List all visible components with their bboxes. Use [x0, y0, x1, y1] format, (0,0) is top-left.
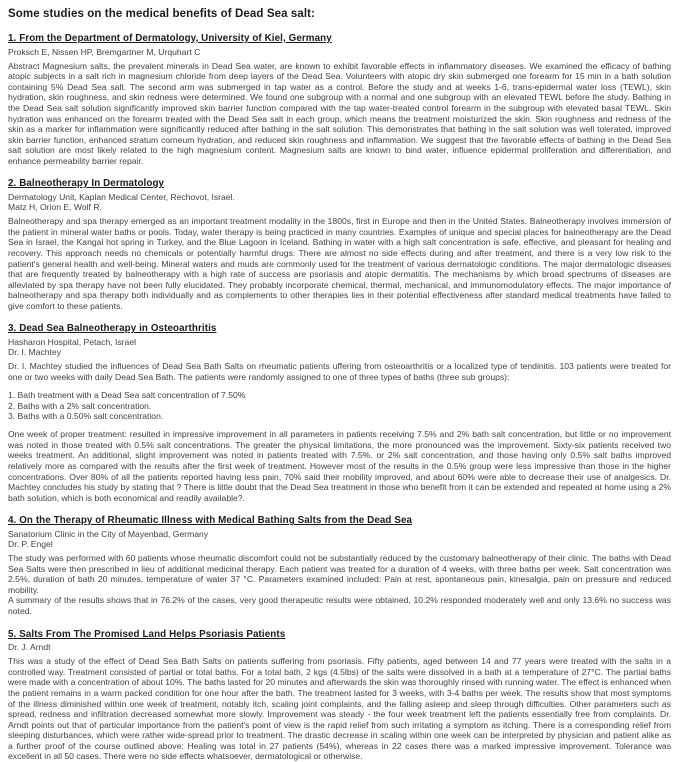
section-1-abstract: Abstract Magnesium salts, the prevalent minerals in Dead Sea water, are known to exhibit favorable effects in inflammatory diseases. We examined the efficacy of bathing atopic subjects in a salt rich in magnesium chloride from deep layers of the Dead Sea. Volunteers with atopic dry skin submerged one forearm for 15 min in a bath solution containing 5% Dead Sea salt. The second arm was submerged in tap water as a control. Before the study and at weeks 1-6, trans-epidermal water loss (TEWL), skin hydration, skin roughness, and skin redness were determined. We found one subgroup with a normal and one subgroup with an elevated TEWL before the study. Bathing in the Dead Sea salt solution significantly improved skin barrier function compared with the tap water-treated control forearm in the subgroup with elevated basal TEWL. Skin hydration was enhanced on the forearm treated with the Dead Sea salt in each group, which means the treatment moisturized the skin. Skin roughness and redness of the skin as a marker for inflammation were significantly reduced after bathing in the salt solution. This demonstrates that bathing in the salt solution was well tolerated, improved skin barrier function, enhanced stratum corneum hydration, and reduced skin roughness and inflammation. We suggest that the favorable effects of bathing in the Dead Sea salt solution are most likely related to the high magnesium content. Magnesium salts are known to bind water, influence epidermal proliferation and differentiation, and enhance permeability barrier repair. [8, 60, 671, 166]
section-4-summary: A summary of the results shows that in 76.2% of the cases, very good therapeutic results were obtained, 10.2% responded moderately well and only 13.6% no success was noted. [8, 595, 671, 617]
section-3-authors: Dr. I. Machtey [8, 347, 62, 358]
section-3-results: One week of proper treatment: resulted in impressive improvement in all parameters in patients receiving 7.5% and 2% bath salt concentration, but little or no improvement was noted in those treated with 0.5% salt concentrations. The greater the physical limitations, the more pronounced was the improvement. Sixty-six patients received two weeks treatment. An additional, slight improvement was noted in patients treated with 7.5%. or 2% salt concentration, and those having only 0.5% salt baths improved relatively more as compared with the results after the first week of treatment. However most of the results in the 0.5% group were less impressive than those in the higher concentrations. Over 80% of all the patients reported having less pain, 70% said their mobility improved, and about 60% were able to decrease their use of analgesics. Dr. Machtey concludes his study by stating that ? There is little doubt that the Dead Sea treatment in those who benefit from it can be extended and repeated at home using a 2% bath solution, which is both economical and readily available?. [8, 429, 671, 503]
page-title: Some studies on the medical benefits of Dead Sea salt: [8, 8, 316, 20]
section-2-heading: 2. Balneotherapy In Dermatology [8, 178, 165, 190]
section-1-heading: 1. From the Department of Dermatology, University of Kiel, Germany [8, 33, 332, 44]
section-2-abstract: Balneotherapy and spa therapy emerged as an important treatment modality in the 1800s, first in Europe and then in the United States. Balneotherapy involves immersion of the patient in mineral water baths or pools. Today, water therapy is being practiced in many countries. Examples of unique and special places for balneotherapy are the Dead Sea in Israel, the Kangal hot spring in Turkey, and the Blue Lagoon in Iceland. Bathing in water with a high salt concentration is safe, effective, and pleasant for healing and recovery. This approach needs no chemicals or potentially harmful drugs. There are almost no side effects during and after treatment, and there is a very low risk to the patient's general health and well-being. Mineral waters and muds are commonly used for the treatment of various dermatologic conditions. The major dermatologic diseases that are frequently treated by balneotherapy with a high rate of success are psoriasis and atopic dermatitis. The mechanisms by which broad spectrums of diseases are alleviated by spa therapy have not been fully elucidated. They probably incorporate chemical, thermal, mechanical, and immunomodulatory effects. The major importance of balneotherapy and spa therapy both individually and as complements to other therapies lies in their potential effectiveness after standard medical treatments have failed to give comfort to these patients. [8, 216, 671, 311]
section-3-intro: Dr. I. Machtey studied the influences of Dead Sea Bath Salts on rheumatic patients uffering from osteoarthritis or a localized type of tendinitis. 103 patients were treated for one or two weeks with daily Dead Sea Bath. The patients were randomly assigned to one of three types of baths (three sub groups): [8, 361, 671, 382]
section-4-authors: Dr. P. Engel [8, 538, 53, 549]
section-5-authors: Dr. J. Arndt [8, 642, 51, 653]
section-balneotherapy-dermatology [8, 178, 671, 311]
section-2-affiliation: Dermatology Unit, Kaplan Medical Center, Rechovot, Israel. [8, 191, 235, 202]
bath-type-item: 1. Bath treatment with a Dead Sea salt concentration of 7.50% [8, 390, 246, 401]
section-psoriasis [8, 629, 671, 762]
bath-types-list [8, 390, 671, 421]
section-3-heading: 3. Dead Sea Balneotherapy in Osteoarthritis [8, 323, 217, 335]
section-osteoarthritis [8, 323, 671, 503]
section-4-affiliation: Sanatorium Clinic in the City of Mayenbad, Germany [8, 528, 209, 539]
bath-type-item: 3. Baths with a 0.50% salt concentration. [8, 411, 164, 422]
section-4-study: The study was performed with 60 patients whose rheumatic discomfort could not be substantially reduced by the customary balneotherapy of their clinic. The baths with Dead Sea Salts were then prescribed in lieu of additional medicinal therapy. Each patient was treated for a duration of 4 weeks, with three baths per week. Salt concentration was 2.5%, duration of bath 20 minutes, temperature of water 37 °C. Parameters examined included: Pain at rest, spontaneous pain, kinesalgia, pain on pressure and reduced mobility. [8, 553, 671, 595]
section-2-authors: Matz H, Orion E, Wolf R. [8, 202, 102, 213]
section-kiel-dermatology [8, 33, 671, 166]
section-4-heading: 4. On the Therapy of Rheumatic Illness with Medical Bathing Salts from the Dead Sea [8, 515, 413, 527]
section-1-authors: Proksch E, Nissen HP, Bremgartner M, Urquhart C [8, 46, 201, 57]
bath-type-item: 2. Baths with a 2% salt concentration. [8, 400, 152, 411]
section-5-heading: 5. Salts From The Promised Land Helps Psoriasis Patients [8, 628, 286, 640]
section-5-study: This was a study of the effect of Dead Sea Bath Salts on patients suffering from psoriasis. Fifty patients, aged between 14 and 77 years were treated with the salts in a controlled way. Treatment consisted of partial or total baths. For a total bath, 2 kgs (4.5lbs) of the salts were dissolved in a bath at a temperature of 27°C. The partial baths were made with a concentration of about 10%. The baths lasted for 20 minutes and afterwards the skin was thoroughly rinsed with running water. The effect is enhanced when the patient remains in a warm packed condition for one hour after the bath. The treatment lasted for 3 weeks, with 3-4 baths per week. The results show that most symptoms of the illness diminished within one week of treatment, notably itch, scaling joint complaints, and the falling asleep and sleep through difficulties. Other parameters such as spread, redness and infiltration decreased somewhat more slowly. Improvement was steady - the four week treatment left the patients essentially free from complaints. Dr. Arndt points out that of particular importance from the patient's point of view is the rapid relief from such irritating a symptom as itching. There is a corresponding relief from sleeping disturbances, which were rather wide-spread prior to treatment. The drastic decrease in scaling within one week can be interpreted by physician and patient alike as a further proof of the course outlined above: Healing was total in 27 patients (54%), whereas in 22 cases there was a marked impressive improvement. Tolerance was excellent in all 50 cases. There were no side effects whatsoever, dermatological or otherwise. [8, 656, 671, 762]
section-rheumatic-illness [8, 515, 671, 616]
section-3-affiliation: Hasharon Hospital, Petach, Israel [8, 336, 137, 347]
